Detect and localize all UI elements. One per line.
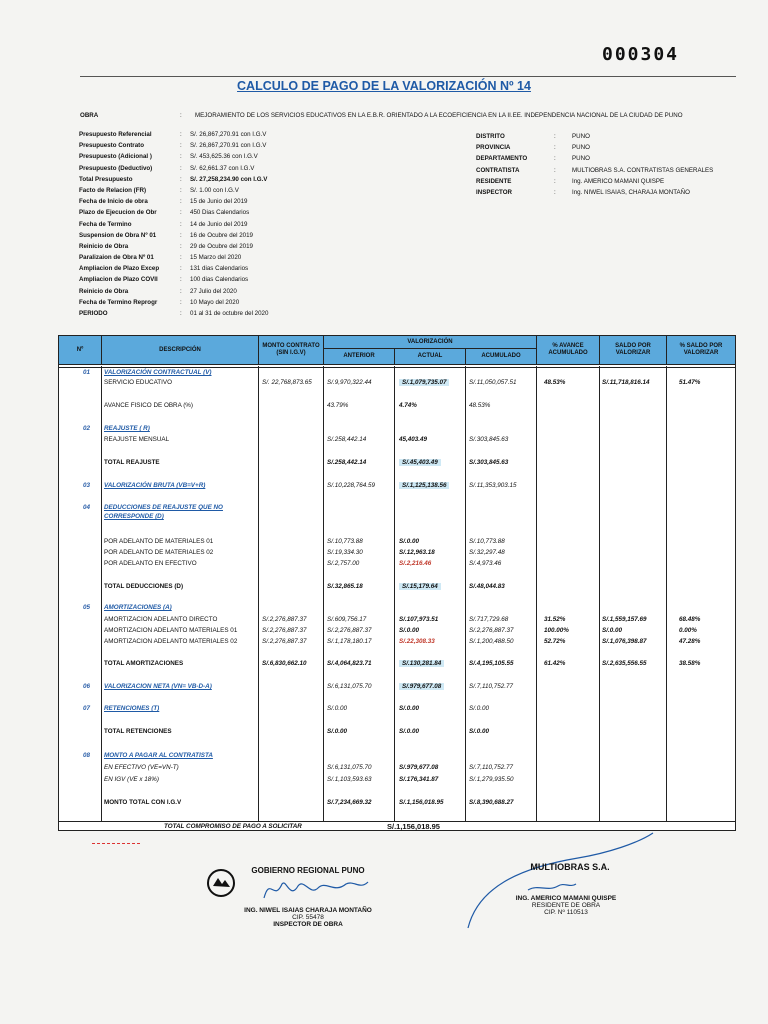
cell-acumulado: S/.0.00: [469, 705, 489, 712]
info-colon: :: [554, 144, 556, 152]
left-signature-name: ING. NIWEL ISAIAS CHARAJA MONTAÑO: [244, 907, 372, 914]
info-value: 29 de Ocubre del 2019: [190, 242, 253, 250]
cell-acumulado: S/.48,044.83: [469, 583, 505, 590]
info-label: DEPARTAMENTO: [476, 155, 528, 163]
header-double-line: [59, 367, 735, 368]
cell-saldo: S/.1,559,157.69: [602, 616, 647, 623]
cell-n: 03: [83, 482, 91, 489]
info-value: 27 Julio del 2020: [190, 287, 237, 295]
info-label: CONTRATISTA: [476, 166, 520, 174]
cell-actual: S/.1,079,735.07: [399, 379, 449, 386]
right-signature-cip: CIP. Nº 110513: [544, 909, 588, 916]
header-n: Nº: [59, 336, 102, 364]
cell-n: 07: [83, 705, 91, 712]
cell-n: 05: [83, 604, 91, 611]
cell-anterior: S/.19,334.30: [327, 549, 363, 556]
cell-actual: S/.107,973.51: [399, 616, 439, 623]
info-colon: :: [180, 276, 182, 284]
info-label: Presupuesto Contrato: [79, 142, 144, 150]
cell-anterior: S/.7,234,669.32: [327, 799, 372, 806]
info-colon: :: [180, 265, 182, 273]
cell-acumulado: S/.7,110,752.77: [469, 683, 513, 690]
info-value: S/. 453,625.36 con I.G.V: [190, 153, 258, 161]
valuation-table: [58, 335, 736, 831]
cell-actual: S/.2,216.46: [399, 560, 432, 567]
cell-saldo: S/.0.00: [602, 627, 622, 634]
cell-anterior: S/.4,064,823.71: [327, 660, 372, 667]
cell-desc: TOTAL RETENCIONES: [104, 728, 172, 735]
cell-n: 06: [83, 683, 91, 690]
info-label: DISTRITO: [476, 133, 505, 140]
info-value: 15 de Junio del 2019: [190, 198, 248, 206]
cell-desc: AMORTIZACION ADELANTO MATERIALES 02: [104, 638, 238, 645]
info-colon: :: [180, 198, 182, 206]
cell-anterior: 43.79%: [327, 402, 349, 409]
cell-desc: AMORTIZACIONES (A): [104, 604, 172, 611]
info-colon: :: [180, 220, 182, 228]
cell-actual: S/.12,963.18: [399, 549, 435, 556]
info-colon: :: [180, 287, 182, 295]
info-value: S/. 26,867,270.91 con I.G.V: [190, 142, 267, 150]
cell-saldo: S/.2,635,556.55: [602, 660, 647, 667]
info-label: Presupuesto (Deductivo): [79, 164, 153, 172]
info-value: 01 al 31 de octubre del 2020: [190, 310, 269, 317]
cell-acumulado: S/.1,200,488.50: [469, 638, 514, 645]
cell-anterior: S/.0.00: [327, 705, 347, 712]
info-label: Fecha de Termino Reprogr: [79, 298, 158, 306]
cell-desc: EN IGV (VE x 18%): [104, 776, 159, 783]
cell-desc: POR ADELANTO DE MATERIALES 01: [104, 538, 214, 545]
info-colon: :: [180, 231, 182, 239]
info-colon: :: [554, 166, 556, 174]
cell-actual: 4.74%: [399, 402, 417, 409]
table-column-divider: [394, 366, 395, 821]
cell-desc: REAJUSTE ( R): [104, 425, 150, 432]
cell-actual: S/.15,179.64: [399, 583, 441, 590]
cell-desc: REAJUSTE MENSUAL: [104, 436, 170, 443]
header-avance: % AVANCE ACUMULADO: [537, 336, 600, 364]
info-value: S/. 27,258,234.90 con I.G.V: [190, 175, 268, 183]
info-colon: :: [180, 209, 182, 217]
info-colon: :: [180, 153, 182, 161]
right-signature-role: RESIDENTE DE OBRA: [531, 902, 601, 909]
info-value: Ing. AMERICO MAMANI QUISPE: [572, 177, 665, 185]
info-value: Ing. NIWEL ISAIAS, CHARAJA MONTAÑO: [572, 188, 690, 196]
cell-monto: S/. 22,768,873.65: [262, 379, 312, 386]
left-signature-org: GOBIERNO REGIONAL PUNO: [251, 866, 365, 875]
table-column-divider: [101, 366, 102, 821]
cell-desc: TOTAL DEDUCCIONES (D): [104, 583, 184, 590]
info-value: 16 de Ocubre del 2019: [190, 231, 253, 239]
total-value: S/.1,156,018.95: [387, 822, 440, 831]
info-value: PUNO: [572, 144, 590, 152]
cell-acumulado: S/.4,973.46: [469, 560, 502, 567]
cell-avance: 52.72%: [544, 638, 566, 645]
page-title: CALCULO DE PAGO DE LA VALORIZACIÓN Nº 14: [237, 79, 531, 93]
cell-avance: 61.42%: [544, 660, 566, 667]
cell-pct: 51.47%: [679, 379, 701, 386]
info-label: Paralizaion de Obra Nº 01: [79, 254, 154, 262]
cell-acumulado: S/.303,845.63: [469, 459, 509, 466]
info-value: 10 Mayo del 2020: [190, 298, 240, 306]
cell-monto: S/.6,830,662.10: [262, 660, 307, 667]
table-column-divider: [465, 366, 466, 821]
cell-pct: 47.28%: [679, 638, 701, 645]
cell-saldo: S/.11,718,816.14: [602, 379, 650, 386]
info-label: Reinicio de Obra: [79, 287, 129, 295]
info-value: 131 dias Calendarios: [190, 265, 249, 273]
right-signature-name: ING. AMERICO MAMANI QUISPE: [515, 895, 617, 902]
cell-anterior: S/.1,103,593.63: [327, 776, 372, 783]
cell-actual: S/.22,308.33: [399, 638, 435, 645]
info-colon: :: [180, 175, 182, 183]
info-value: S/. 62,661.37 con I.G.V: [190, 164, 255, 172]
cell-desc: VALORIZACION NETA (VN= VB-D-A): [104, 683, 212, 690]
cell-desc: RETENCIONES (T): [104, 705, 160, 712]
header-descripcion: DESCRIPCIÓN: [102, 336, 259, 364]
info-colon: :: [180, 142, 182, 150]
cell-desc: VALORIZACIÓN BRUTA (VB=V+R): [104, 482, 206, 489]
info-value: 15 Marzo del 2020: [190, 254, 242, 262]
cell-monto: S/.2,276,887.37: [262, 616, 307, 623]
cell-acumulado: S/.8,390,688.27: [469, 799, 514, 806]
left-signature-role: INSPECTOR DE OBRA: [273, 921, 343, 928]
cell-actual: S/.0.00: [399, 728, 419, 735]
cell-actual: S/.1,125,138.56: [399, 482, 449, 489]
cell-desc: SERVICIO EDUCATIVO: [104, 379, 172, 386]
header-actual: ACTUAL: [395, 349, 466, 364]
info-value: MULTIOBRAS S.A. CONTRATISTAS GENERALES: [572, 166, 714, 174]
cell-actual: S/.1,156,018.95: [399, 799, 444, 806]
document-number: 000304: [602, 44, 680, 65]
cell-actual: S/.0.00: [399, 538, 419, 545]
info-colon: :: [180, 186, 182, 194]
cell-monto: S/.2,276,887.37: [262, 627, 307, 634]
cell-anterior: S/.258,442.14: [327, 436, 367, 443]
cell-actual: S/.130,281.84: [399, 660, 444, 667]
cell-desc: TOTAL REAJUSTE: [104, 459, 160, 466]
info-colon: :: [180, 131, 182, 138]
header-saldo: SALDO POR VALORIZAR: [600, 336, 667, 364]
cell-desc: VALORIZACIÓN CONTRACTUAL (V): [104, 369, 212, 376]
header-anterior: ANTERIOR: [324, 349, 395, 364]
cell-actual: S/.0.00: [399, 627, 419, 634]
cell-desc: TOTAL AMORTIZACIONES: [104, 660, 184, 667]
cell-anterior: S/.10,773.88: [327, 538, 363, 545]
cell-acumulado: S/.7,110,752.77: [469, 764, 513, 771]
table-column-divider: [599, 366, 600, 821]
cell-anterior: S/.2,276,887.37: [327, 627, 372, 634]
table-column-divider: [666, 366, 667, 821]
cell-actual: S/.45,403.49: [399, 459, 441, 466]
right-signature-org: MULTIOBRAS S.A.: [530, 862, 610, 872]
total-label: TOTAL COMPROMISO DE PAGO A SOLICITAR: [164, 823, 302, 830]
header-monto: MONTO CONTRATO (SIN I.G.V): [259, 336, 324, 364]
cell-saldo: S/.1,076,398.87: [602, 638, 647, 645]
cell-actual: S/.0.00: [399, 705, 419, 712]
cell-anterior: S/.2,757.00: [327, 560, 360, 567]
info-value: 14 de Junio del 2019: [190, 220, 248, 228]
cell-anterior: S/.10,228,764.59: [327, 482, 375, 489]
header-pct-saldo: % SALDO POR VALORIZAR: [667, 336, 735, 364]
info-colon: :: [554, 188, 556, 196]
info-colon: :: [180, 310, 182, 317]
info-label: Reinicio de Obra: [79, 242, 129, 250]
info-label: Total Presupuesto: [79, 175, 133, 183]
left-signature-cip: CIP. 55478: [292, 914, 324, 921]
info-label: Ampliacion de Plazo Excep: [79, 265, 160, 273]
cell-acumulado: S/.11,353,903.15: [469, 482, 517, 489]
info-label: Fecha de Termino: [79, 220, 132, 228]
cell-acumulado: S/.4,195,105.55: [469, 660, 514, 667]
cell-pct: 68.48%: [679, 616, 701, 623]
info-label: PERIODO: [79, 310, 108, 317]
cell-n: 02: [83, 425, 91, 432]
info-value: 450 Dias Calendarios: [190, 209, 250, 217]
cell-anterior: S/.258,442.14: [327, 459, 367, 466]
inspector-handwritten-signature: [256, 872, 376, 906]
info-label: Presupuesto (Adicional ): [79, 153, 152, 161]
info-label: Facto de Relacion (FR): [79, 186, 147, 194]
header-divider: [80, 76, 736, 77]
cell-n: 01: [83, 369, 91, 376]
cell-desc: DEDUCCIONES DE REAJUSTE QUE NO: [104, 504, 223, 511]
cell-acumulado: S/.2,276,887.37: [469, 627, 514, 634]
info-colon: :: [554, 155, 556, 163]
cell-desc: AMORTIZACION ADELANTO DIRECTO: [104, 616, 218, 623]
header-acumulado: ACUMULADO: [466, 349, 537, 364]
cell-actual: S/.979,677.08: [399, 764, 439, 771]
cell-n: 04: [83, 504, 91, 511]
cell-avance: 48.53%: [544, 379, 566, 386]
cell-anterior: S/.0.00: [327, 728, 347, 735]
cell-desc: EN EFECTIVO (VE=VN-T): [104, 764, 179, 771]
cell-desc: POR ADELANTO EN EFECTIVO: [104, 560, 197, 567]
cell-desc2: CORRESPONDE (D): [104, 513, 164, 520]
resident-handwritten-signature: [458, 828, 658, 936]
cell-acumulado: S/.11,050,057.51: [469, 379, 517, 386]
regional-government-logo: [206, 868, 236, 898]
cell-anterior: S/.1,178,180.17: [327, 638, 372, 645]
info-label: RESIDENTE: [476, 177, 512, 185]
cell-anterior: S/.609,756.17: [327, 616, 367, 623]
info-colon: :: [180, 298, 182, 306]
cell-anterior: S/.6,131,075.70: [327, 683, 372, 690]
cell-acumulado: S/.1,279,935.50: [469, 776, 514, 783]
info-label: PROVINCIA: [476, 144, 511, 152]
info-value: S/. 1.00 con I.G.V: [190, 186, 239, 194]
info-label: INSPECTOR: [476, 188, 512, 196]
header-bottom-line: [59, 364, 735, 365]
cell-actual: S/.979,677.08: [399, 683, 444, 690]
cell-n: 08: [83, 752, 91, 759]
info-label: Suspension de Obra Nº 01: [79, 231, 157, 239]
table-column-divider: [536, 366, 537, 821]
table-column-divider: [323, 366, 324, 821]
cell-desc: POR ADELANTO DE MATERIALES 02: [104, 549, 214, 556]
info-value: S/. 26,867,270.91 con I.G.V: [190, 131, 267, 138]
cell-acumulado: 48.53%: [469, 402, 491, 409]
info-value: PUNO: [572, 155, 590, 163]
info-colon: :: [180, 242, 182, 250]
cell-avance: 31.52%: [544, 616, 566, 623]
info-colon: :: [554, 177, 556, 185]
header-valorizacion: VALORIZACIÓN: [324, 336, 537, 349]
obra-label: OBRA: [80, 112, 99, 119]
cell-pct: 38.58%: [679, 660, 701, 667]
red-dash-mark: [92, 843, 140, 846]
cell-anterior: S/.32,865.18: [327, 583, 363, 590]
info-label: Fecha de Inicio de obra: [79, 198, 148, 206]
cell-acumulado: S/.0.00: [469, 728, 489, 735]
info-value: 100 dias Calendarios: [190, 276, 249, 284]
info-label: Plazo de Ejecucion de Obr: [79, 209, 157, 217]
cell-pct: 0.00%: [679, 627, 697, 634]
cell-anterior: S/.6,131,075.70: [327, 764, 372, 771]
info-colon: :: [180, 254, 182, 262]
cell-desc: AVANCE FISICO DE OBRA (%): [104, 402, 193, 409]
info-value: PUNO: [572, 133, 590, 140]
obra-colon: :: [180, 112, 182, 119]
table-column-divider: [258, 366, 259, 821]
cell-desc: AMORTIZACION ADELANTO MATERIALES 01: [104, 627, 238, 634]
cell-acumulado: S/.303,845.63: [469, 436, 509, 443]
cell-desc: MONTO A PAGAR AL CONTRATISTA: [104, 752, 213, 759]
cell-acumulado: S/.717,729.68: [469, 616, 509, 623]
info-colon: :: [554, 133, 556, 140]
cell-actual: S/.176,341.87: [399, 776, 439, 783]
cell-acumulado: S/.32,297.48: [469, 549, 505, 556]
cell-anterior: S/.9,970,322.44: [327, 379, 372, 386]
obra-value: MEJORAMIENTO DE LOS SERVICIOS EDUCATIVOS EN LA E.B.R. ORIENTADO A LA ECOEFICIENCIA EN LA II.EE. INDEPENDENCIA NACIONAL DE LA CIUDAD DE PUNO: [195, 112, 683, 119]
cell-desc: MONTO TOTAL CON I.G.V: [104, 799, 182, 806]
info-label: Ampliacion de Plazo COVII: [79, 276, 158, 284]
info-colon: :: [180, 164, 182, 172]
cell-avance: 100.00%: [544, 627, 569, 634]
cell-monto: S/.2,276,887.37: [262, 638, 307, 645]
info-label: Presupuesto Referencial: [79, 131, 152, 138]
cell-actual: 45,403.49: [399, 436, 428, 443]
cell-acumulado: S/.10,773.88: [469, 538, 505, 545]
